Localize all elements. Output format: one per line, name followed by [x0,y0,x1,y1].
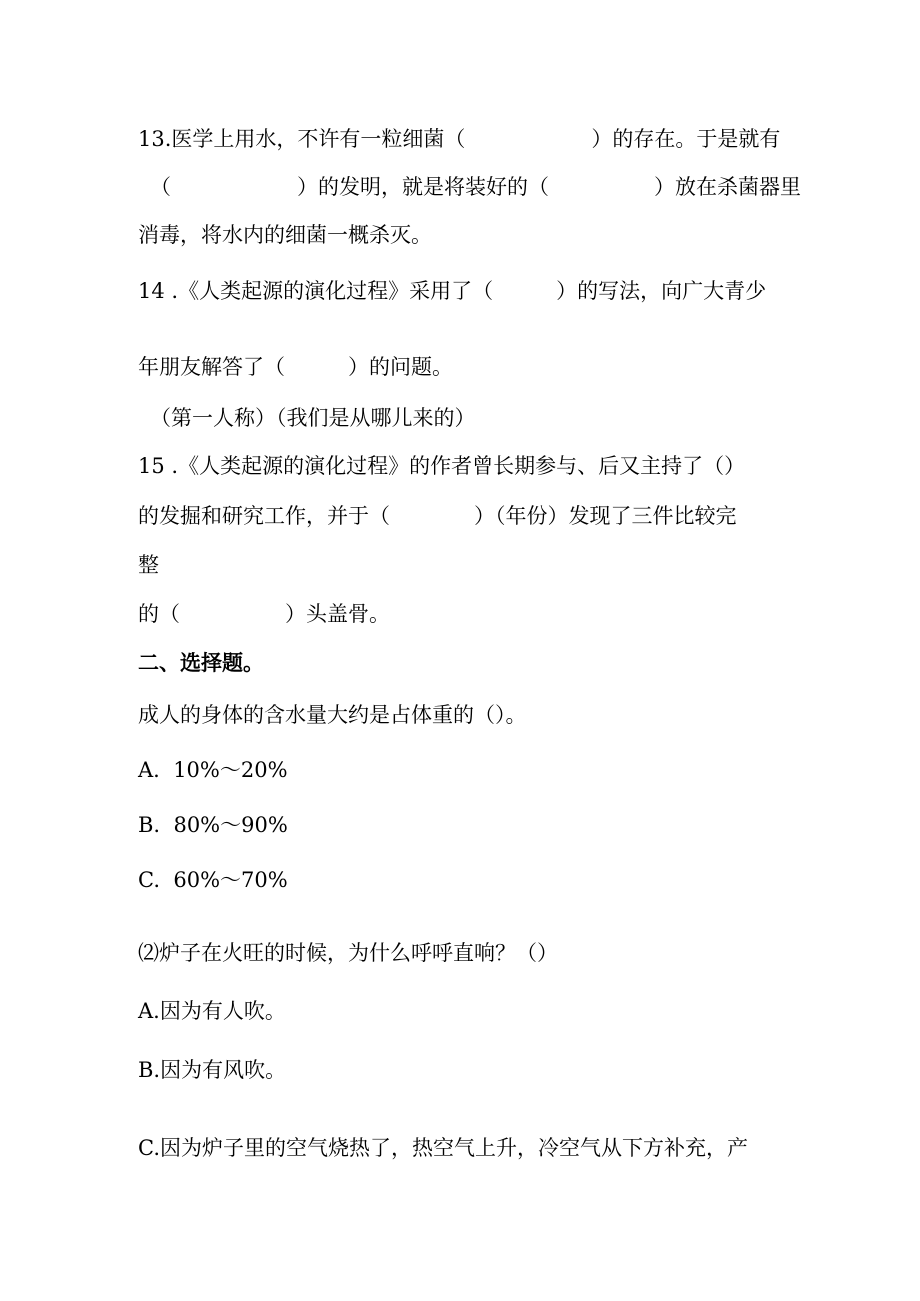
section-heading: 二、选择题。 [138,650,264,675]
q13-line-3: 消毒，将水内的细菌一概杀灭。 [138,223,432,247]
mc2-option-b: B.因为有风吹。 [138,1058,287,1082]
q15-line-4: 的（ ）头盖骨。 [138,602,390,626]
q15-line-1: 15 .《人类起源的演化过程》的作者曾长期参与、后又主持了（） [138,454,746,478]
mc2-question: ⑵炉子在火旺的时候，为什么呼呼直响？（） [138,941,558,965]
q14-answer: （第一人称）（我们是从哪儿来的） [150,406,476,430]
q13-line-1: 13.医学上用水，不许有一粒细菌（ ）的存在。于是就有 [138,127,781,151]
q15-line-3: 整 [138,553,159,577]
mc1-question: 成人的身体的含水量大约是占体重的（）。 [138,703,527,727]
q14-line-2: 年朋友解答了（ ）的问题。 [138,355,453,379]
mc1-option-b: B. 80%～90% [138,813,288,837]
q14-line-1: 14 .《人类起源的演化过程》采用了（ ）的写法，向广大青少 [138,279,767,303]
q13-line-2: （ ）的发明，就是将装好的（ ）放在杀菌器里 [150,175,801,199]
q15-line-2: 的发掘和研究工作，并于（ ）（年份）发现了三件比较完 [138,504,737,528]
mc2-option-c: C.因为炉子里的空气烧热了，热空气上升，冷空气从下方补充，产 [138,1136,748,1160]
mc1-option-c: C. 60%～70% [138,868,288,892]
mc2-option-a: A.因为有人吹。 [138,999,286,1023]
mc1-option-a: A. 10%～20% [138,758,288,782]
